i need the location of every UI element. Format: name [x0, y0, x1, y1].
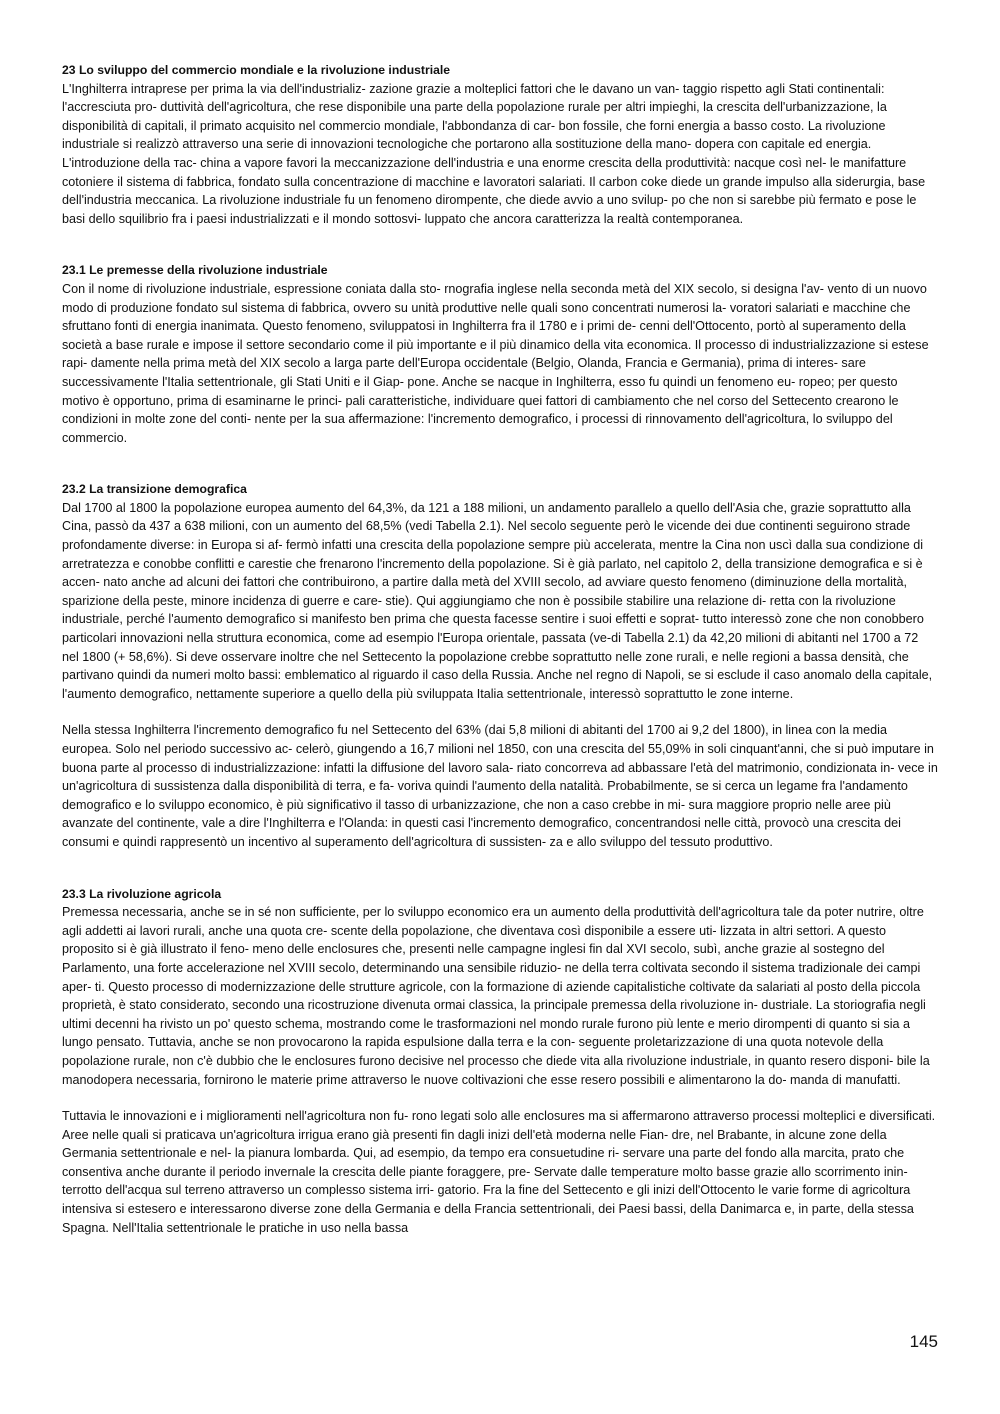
section-heading: 23.3 La rivoluzione agricola: [62, 886, 222, 901]
paragraph: Dal 1700 al 1800 la popolazione europea aumento del 64,3%, da 121 a 188 milioni, un andamento parallelo a quello dell'Asia che, grazie soprattutto alla Cina, passò da 437 a 638 milioni, con un aumento del 68,5% (vedi Tabella 2.1). Nel secolo seguente però le vicende dei due continenti seguirono strade profondamente diverse: in Europa si af- fermò infatti una crescita della popolazione sempre più accelerata, mentre la Cina non uscì dalla sua condizione di arretratezza e conobbe conflitti e carestie che frenarono l'incremento della popolazione. Si è già parlato, nel capitolo 2, della transizione demografica e si è accen- nato anche ad alcuni dei fattori che contribuirono, a partire dalla metà del XVIII secolo, ad avviare questo fenomeno (diminuzione della mortalità, sparizione della peste, minore incidenza di guerre e care- stie). Qui aggiungiamo che non è possibile stabilire una relazione di- retta con la rivoluzione industriale, perché l'aumento demografico si manifesto ben prima che questa facesse sentire i suoi effetti e soprat- tutto interessò zone che non conobbero particolari innovazioni nella struttura economica, come ad esempio l'Europa orientale, passata (ve-di Tabella 2.1) da 42,20 milioni di abitanti nel 1700 a 72 nel 1800 (+ 58,6%). Si deve osservare inoltre che nel Settecento la popolazione crebbe soprattutto nelle zone rurali, e nelle regioni a bassa densità, che partivano quindi da numeri molto bassi: emblematico al riguardo il caso della Russia. Anche nel regno di Napoli, se si esclude il caso anomalo della capitale, l'aumento demografico, nettamente superiore a quello della più sviluppata Italia settentrionale, interessò soprattutto le zone interne.: [62, 500, 933, 701]
paragraph: Premessa necessaria, anche se in sé non sufficiente, per lo sviluppo economico era un aumento della produttività dell'agricoltura tale da poter nutrire, oltre agli addetti ai lavori rurali, anche una quota cre- scente della popolazione, che diventava così disponibile a essere uti- lizzata in altri settori. A questo proposito si è già illustrato il feno- meno delle enclosures che, presenti nelle campagne inglesi fin dal XVI secolo, subì, anche grazie al sostegno del Parlamento, una forte accelerazione nel XVIII secolo, determinando una sensibile riduzio- ne della terra coltivata secondo il sistema tradizionale dei campi aper- ti. Questo processo di modernizzazione delle strutture agricole, con la formazione di aziende capitalistiche coltivate da salariati al posto della piccola proprietà, è stato considerato, secondo una ricostruzione divenuta ormai classica, la principale premessa della rivoluzione in- dustriale. La storiografia negli ultimi decenni ha rivisto un po' questo schema, mostrando come le trasformazioni nel mondo rurale furono più lente e merio dirompenti di quanto si sia a lungo pensato. Tuttavia, anche se non provocarono la rapida espulsione dalla terra e la con- seguente proletarizzazione di una quota notevole della popolazione rurale, non c'è dubbio che le enclosures furono decisive nel processo che diede vita alla rivoluzione industriale, in quanto resero disponi- bile la manodopera necessaria, fornirono le materie prime attraverso le nuove coltivazioni che esse resero possibili e alimentarono la do- manda di manufatti.: [62, 905, 930, 1087]
document-page: [62, 61, 938, 1237]
section-heading: 23.2 La transizione demografica: [62, 482, 247, 497]
section-23-1: [62, 261, 938, 447]
section-23-2: [62, 480, 938, 851]
page-number: 145: [909, 1332, 938, 1351]
section-heading: 23 Lo sviluppo del commercio mondiale e la rivoluzione industriale: [62, 63, 451, 77]
paragraph: Nella stessa Inghilterra l'incremento demografico fu nel Settecento del 63% (dai 5,8 milioni di abitanti del 1700 ai 9,2 del 1800), in linea con la media europea. Solo nel periodo successivo ac- celerò, giungendo a 16,7 milioni nel 1850, con una crescita del 55,09% in soli cinquant'anni, che si può imputare in buona parte al processo di industrializzazione: infatti la diffusione del lavoro sala- riato concorreva ad abbassare l'età del matrimonio, condizionata in- vece in un'agricoltura di sussistenza dalla disponibilità di terra, e fa- voriva quindi l'aumento della natalità. Probabilmente, se si cerca un legame fra l'andamento demografico e lo sviluppo economico, è più significativo il tasso di urbanizzazione, che non a caso crebbe in mi- sura maggiore proprio nelle aree più avanzate del continente, vale a dire l'Inghilterra e l'Olanda: in questi casi l'incremento demografico, concentrandosi nelle città, provocò una crescita dei consumi e quindi rappresentò un incentivo al superamento dell'agricoltura di sussisten- za e allo sviluppo del tessuto produttivo.: [62, 723, 938, 849]
paragraph: L'Inghilterra intraprese per prima la via dell'industrializ- zazione grazie a molteplici fattori che le davano un van- taggio rispetto agli Stati continentali: l'accresciuta pro- duttività dell'agricoltura, che rese disponibile una parte della popolazione rurale per altri impieghi, la crescita dell'urbanizzazione, la disponibilità di capitali, il primato acquisito nel commercio mondiale, l'abbondanza di car- bon fossile, che forni energia a basso costo. La rivoluzione industriale si realizzò attraverso una serie di innovazioni tecnologiche che portarono alla sostituzione della mano- dopera con capitale ed energia. L'introduzione della тас- china a vapore favori la meccanizzazione dell'industria e una enorme crescita della produttività: nacque così nel- le manifatture cotoniere il sistema di fabbrica, fondato sulla concentrazione di macchine e lavoratori salariati. Il carbon coke diede un grande impulso alla siderurgia, base dell'industria meccanica. La rivoluzione industriale fu un fenomeno dirompente, che diede avvio a uno svilup- po che non si sarebbe più fermato e pose le basi dello squilibrio fra i paesi industrializzati e il mondo sottosvi- luppato che ancora caratterizza la realtà contemporanea.: [62, 81, 926, 226]
section-23: [62, 61, 938, 228]
paragraph: Tuttavia le innovazioni e i miglioramenti nell'agricoltura non fu- rono legati solo alle enclosures ma si affermarono attraverso processi molteplici e diversificati. Aree nelle quali si praticava un'agricoltura irrigua erano già presenti fin dagli inizi dell'età moderna nelle Fian- dre, nel Brabante, in alcune zone della Germania settentrionale e nel- la pianura lombarda. Qui, ad esempio, da tempo era consuetudine ri- servare una parte del fondo alla marcita, prato che consentiva anche durante il periodo invernale la crescita delle piante foraggere, pre- Servate dalle temperature molto basse grazie allo scorrimento inin- terrotto dell'acqua sul terreno attraverso un complesso sistema irri- gatorio. Fra la fine del Settecento e gli inizi dell'Ottocento le varie forme di agricoltura intensiva si estesero e interessarono diverse zone della Germania e della Francia settentrionali, dei Paesi bassi, della Danimarca e, in parte, della stessa Spagna. Nell'Italia settentrionale le pratiche in uso nella bassa: [62, 1109, 936, 1235]
section-heading: 23.1 Le premesse della rivoluzione industriale: [62, 263, 328, 278]
section-23-3: [62, 885, 938, 1238]
paragraph: Con il nome di rivoluzione industriale, espressione coniata dalla sto- rnografia inglese nella seconda metà del XIX secolo, si designa l'av- vento di un nuovo modo di produzione fondato sul sistema di fabbrica, ovvero su unità produttive nelle quali sono concentrati numerosi la- voratori salariati e macchine che sfruttano fonti di energia inanimata. Questo fenomeno, sviluppatosi in Inghilterra fra il 1780 e i primi de- cenni dell'Ottocento, portò al superamento della società a base rurale e impose il settore secondario come il più importante e il più dinamico della vita economica. Il processo di industrializzazione si estese rapi- damente nella prima metà del XIX secolo a larga parte dell'Europa occidentale (Belgio, Olanda, Francia e Germania), prima di interes- sare successivamente l'Italia settentrionale, gli Stati Uniti e il Giap- pone. Anche se nacque in Inghilterra, esso fu quindi un fenomeno eu- ropeo; per questo motivo è opportuno, prima di esaminarne le princi- pali caratteristiche, individuare quei fattori di cambiamento che nel corso del Settecento crearono le condizioni in molte zone del conti- nente per la sua affermazione: l'incremento demografico, i processi di rinnovamento dell'agricoltura, lo sviluppo del commercio.: [62, 281, 929, 445]
